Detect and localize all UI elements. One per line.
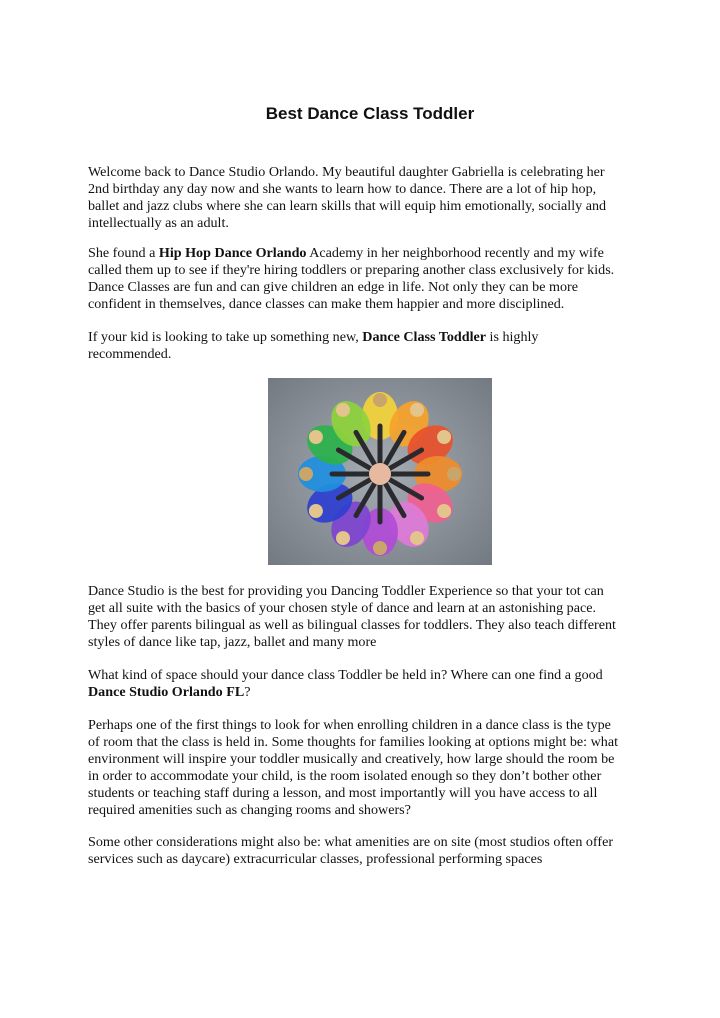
paragraph-line: in order to accommodate your child, is the room isolated enough so they don’t bother other [88,768,602,784]
keyword-link-dance-studio-orlando-fl[interactable]: Dance Studio Orlando FL [88,684,245,700]
paragraph-line: students or teaching staff during a lesson, and most importantly will you have access to all [88,785,598,801]
paragraph-line: ballet and jazz clubs where she can learn skills that will equip him emotionally, socially and [88,198,607,214]
keyword-link-dance-class-toddler[interactable]: Dance Class Toddler [362,329,487,345]
paragraph-line [88,684,648,701]
paragraph-line: of room that the class is held in. Some thoughts for families looking at options might be: what [88,734,619,750]
paragraph-line: services such as daycare) extracurricular classes, professional performing spaces [88,851,543,867]
paragraph-line [88,245,648,262]
dancer-head [437,430,451,444]
paragraph-space [88,667,648,701]
text-run: is highly [486,329,539,345]
dancer-head [373,393,387,407]
dancer-head [410,531,424,545]
paragraph-line: get all suite with the basics of your chosen style of dance and learn at an astonishing pace. [88,600,597,616]
paragraph-line [88,329,648,346]
paragraph-line: intellectually as an adult. [88,215,229,231]
dance-class-photo [268,378,492,565]
text-run: Academy in her neighborhood recently and my wife [306,245,604,261]
dancer-head [336,531,350,545]
dancer-head [437,504,451,518]
paragraph-line: Perhaps one of the first things to look for when enrolling children in a dance class is the type [88,717,611,733]
paragraph-studio [88,583,648,651]
paragraph-line: They offer parents bilingual as well as bilingual classes for toddlers. They also teach different [88,617,616,633]
paragraph-intro [88,164,648,232]
dancer-head [373,541,387,555]
text-run: ? [244,684,251,700]
dancer-head [336,403,350,417]
paragraph-recommend [88,329,648,363]
paragraph-line: confident in themselves, dance classes can make them happier and more disciplined. [88,296,565,312]
photo-illustration [268,378,492,565]
paragraph-line: 2nd birthday any day now and she wants to learn how to dance. There are a lot of hip hop, [88,181,597,197]
paragraph-line: Dance Studio is the best for providing you Dancing Toddler Experience so that your tot can [88,583,604,599]
paragraph-line: What kind of space should your dance class Toddler be held in? Where can one find a good [88,667,603,683]
paragraph-line: environment will inspire your toddler musically and creatively, how large should the room be [88,751,615,767]
document-title: Best Dance Class Toddler [265,104,475,123]
text-run: If your kid is looking to take up something new, [88,329,363,345]
paragraph-line: Dance Classes are fun and can give children an edge in life. Not only they can be more [88,279,578,295]
paragraph-line: recommended. [88,346,172,362]
text-run: She found a [88,245,159,261]
dancer-head [447,467,461,481]
dancer-head [309,430,323,444]
paragraph-amenities [88,834,648,868]
paragraph-line: required amenities such as changing rooms and showers? [88,802,411,818]
paragraph-line: Some other considerations might also be: what amenities are on site (most studios often offer [88,834,614,850]
paragraph-line: Welcome back to Dance Studio Orlando. My beautiful daughter Gabriella is celebrating her [88,164,605,180]
dancer-head [309,504,323,518]
paragraph-hip-hop [88,245,648,313]
paragraph-line: styles of dance like tap, jazz, ballet and many more [88,634,377,650]
paragraph-line: called them up to see if they're hiring toddlers or preparing another class exclusively for kids. [88,262,615,278]
dancer-head [299,467,313,481]
dancer-head [410,403,424,417]
paragraph-room [88,717,648,819]
keyword-link-hip-hop-dance-orlando[interactable]: Hip Hop Dance Orlando [158,245,307,261]
